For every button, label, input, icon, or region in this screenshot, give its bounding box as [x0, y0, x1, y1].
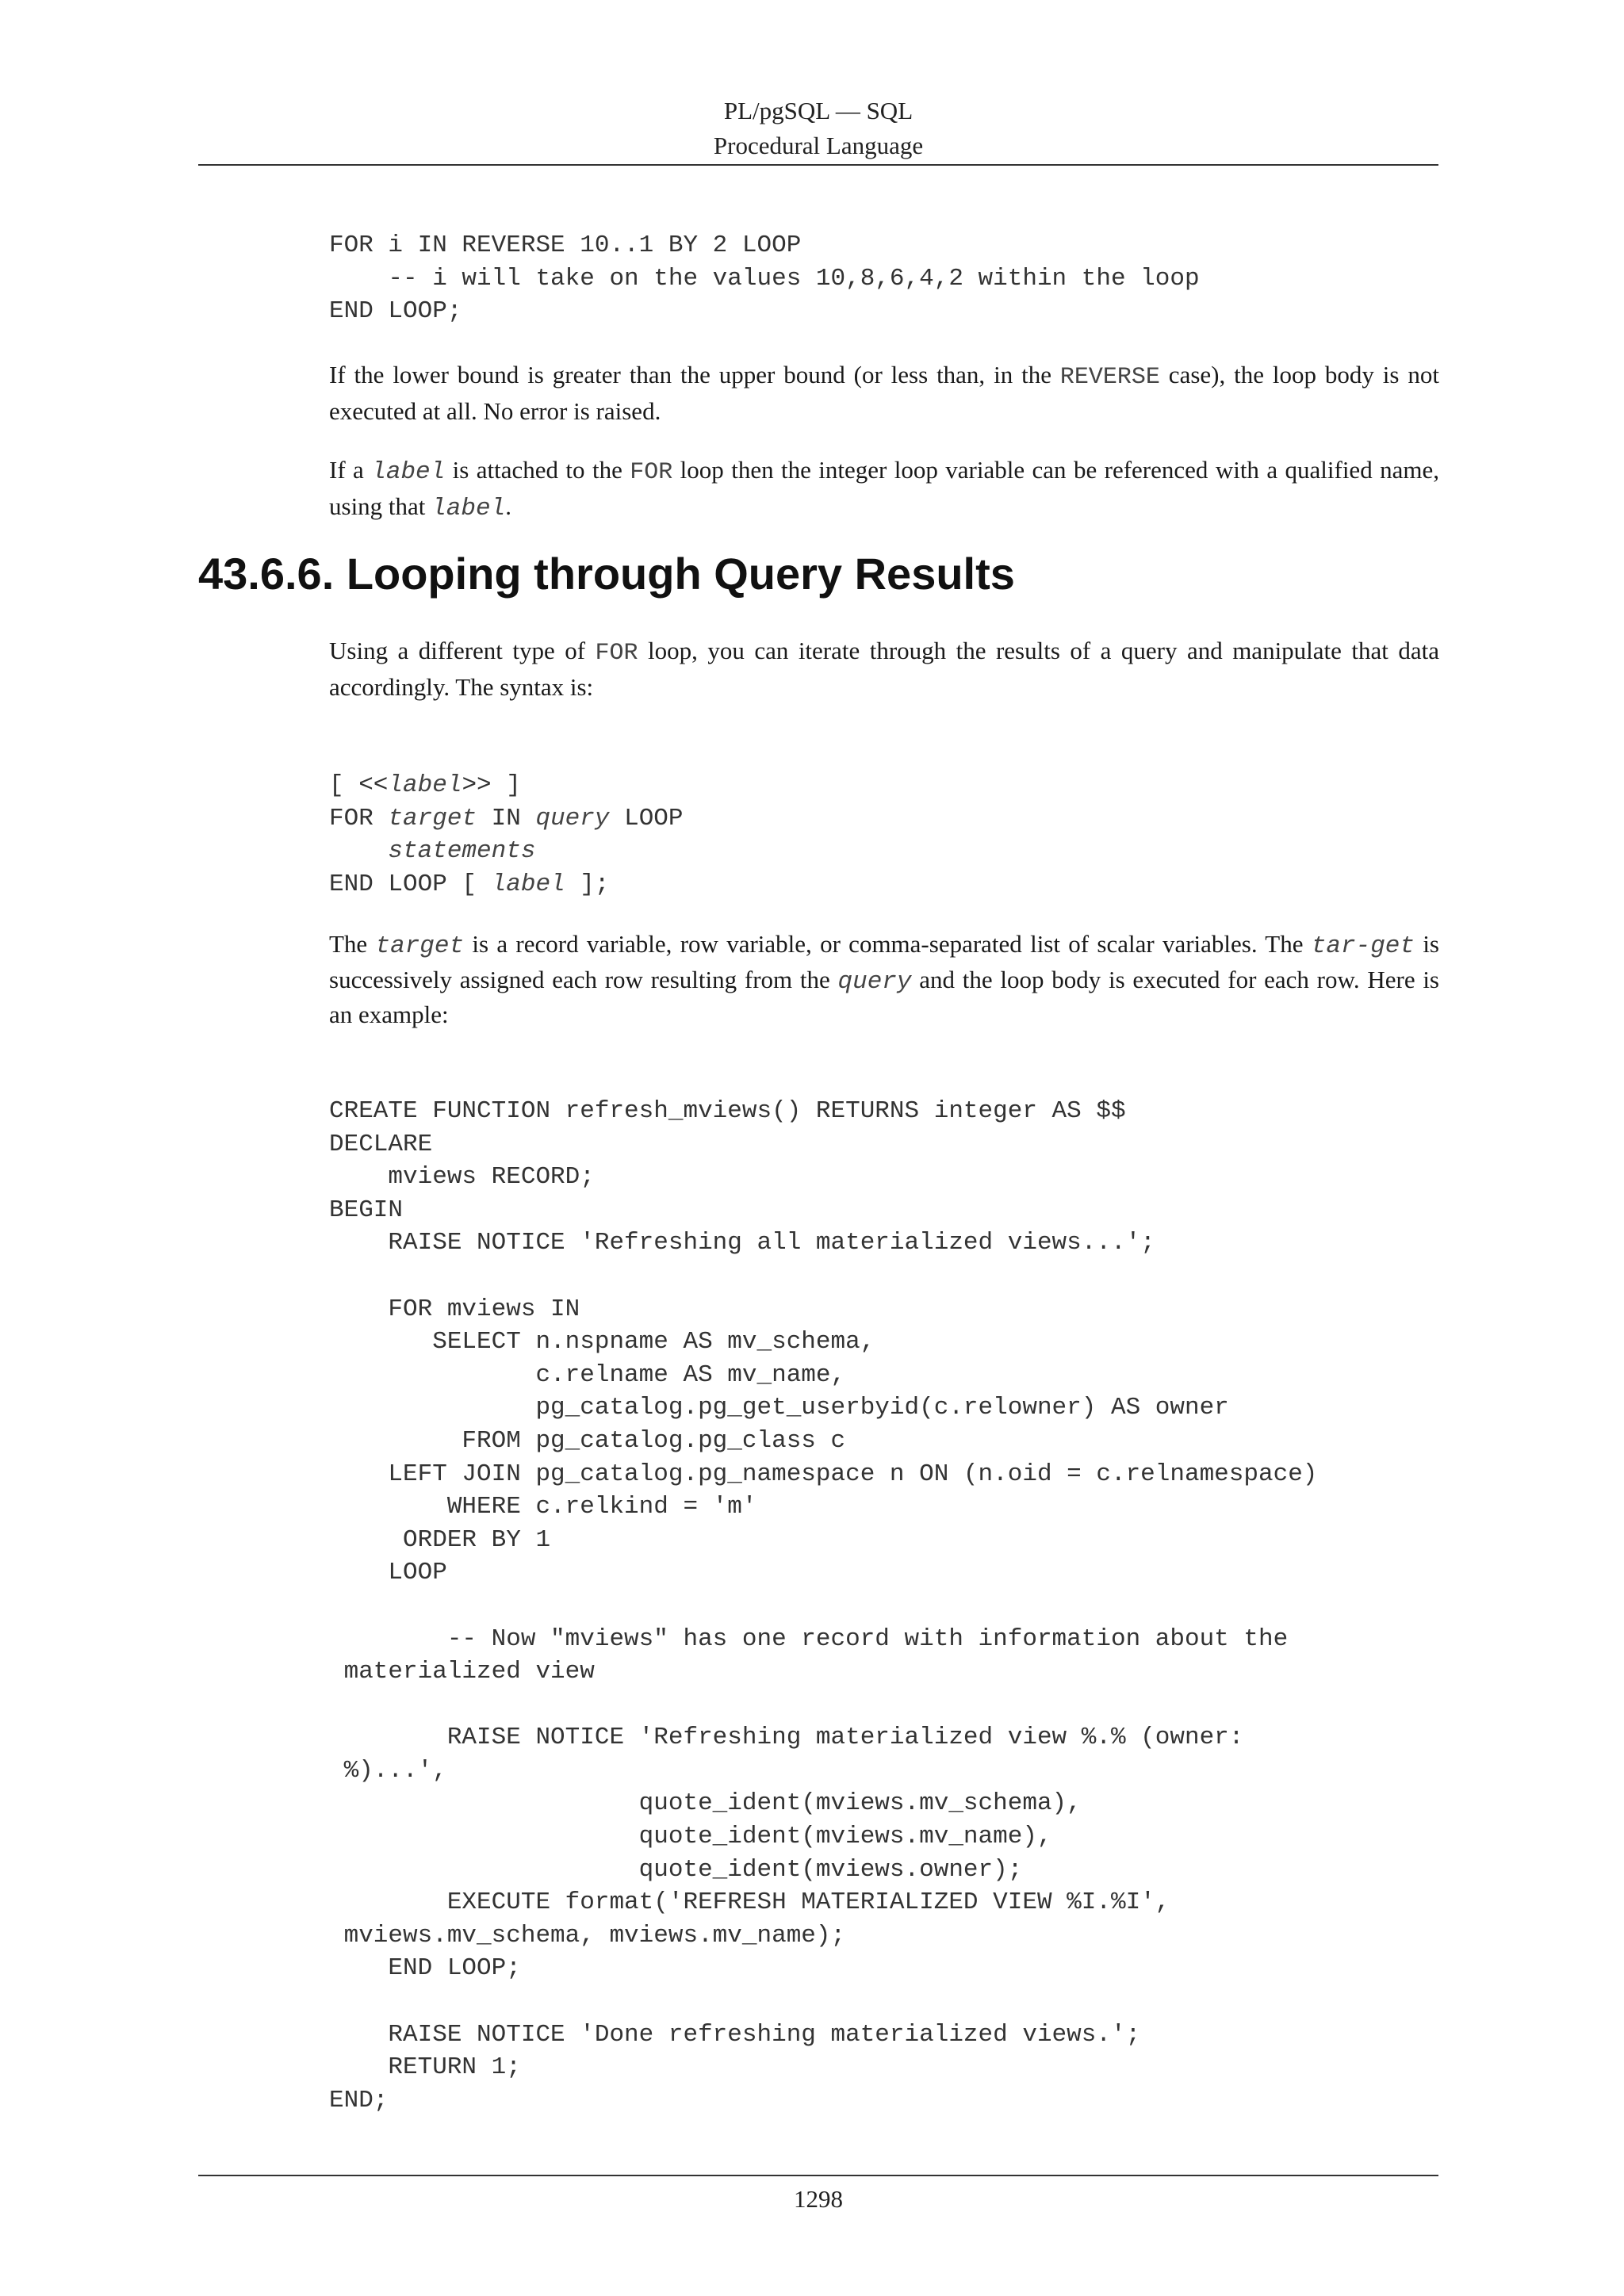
code-run: LOOP: [609, 804, 684, 832]
code-run: IN: [477, 804, 536, 832]
text-run: is a record variable, row variable, or comma-separated list of scalar variables. The: [464, 930, 1312, 958]
paragraph-text: [329, 453, 1439, 525]
keyword-for: FOR: [630, 459, 673, 486]
code-run: ];: [565, 870, 610, 898]
replaceable-query: query: [535, 804, 610, 832]
running-header: [198, 94, 1438, 163]
keyword-for: FOR: [595, 640, 638, 667]
text-run: is successively assigned each row resulting from the: [329, 930, 1439, 993]
text-run: If a: [329, 456, 372, 484]
text-run: The: [329, 930, 376, 958]
code-run: [329, 837, 388, 865]
replaceable-label: label: [388, 771, 462, 799]
code-block-refresh-mviews: [329, 1095, 1439, 2117]
text-run: and the loop body is executed for each row. Here is an example:: [329, 965, 1439, 1029]
text-run: Using a different type of: [329, 637, 596, 664]
paragraph-lower-bound: [329, 358, 1439, 427]
header-line-1: PL/pgSQL — SQL: [723, 97, 914, 124]
code-lines: FOR i IN REVERSE 10..1 BY 2 LOOP -- i will take on the values 10,8,6,4,2 within the loop END LOOP;: [329, 232, 1200, 326]
code-run: FOR: [329, 804, 389, 832]
paragraph-text: [329, 358, 1439, 427]
replaceable-target: target: [375, 932, 465, 960]
paragraph-label: [329, 453, 1439, 525]
replaceable-statements: statements: [388, 837, 536, 866]
paragraph-target: [329, 928, 1439, 1031]
text-run: If the lower bound is greater than the upper bound (or less than, in the: [329, 361, 1060, 388]
text-run: loop, you can iterate through the results of a query and manipulate that data accordingly. The syntax is:: [329, 637, 1439, 701]
replaceable-label: label: [491, 870, 565, 898]
header-line-2: Procedural Language: [713, 132, 924, 159]
footer-rule: [198, 2175, 1438, 2176]
syntax-block: [329, 769, 1439, 901]
keyword-reverse: REVERSE: [1059, 364, 1160, 391]
code-block-reverse-loop: [329, 229, 1439, 328]
replaceable-label: label: [431, 494, 506, 522]
page-number: 1298: [794, 2185, 843, 2213]
replaceable-target: target: [388, 804, 477, 832]
text-run: .: [505, 492, 511, 520]
replaceable-label: label: [371, 458, 446, 486]
text-run: loop then the integer loop variable can be referenced with a qualified name, using that: [329, 456, 1439, 520]
text-run: case), the loop body is not executed at all. No error is raised.: [329, 361, 1439, 425]
code-lines: CREATE FUNCTION refresh_mviews() RETURNS integer AS $$ DECLARE mviews RECORD; BEGIN RAISE NOTICE 'Refreshing all materialized views...'; FOR mviews IN SELECT n.nspname AS mv_schema, c.relname AS mv_name, pg_catalog.pg_get_userbyid(c.relowner) AS owner FROM pg_catalog.pg_class c LEFT JOIN pg_catalog.pg_namespace n ON (n.oid = c.relnamespace) WHERE c.relkind = 'm' ORDER BY 1 LOOP -- Now "mviews" has one record with information about the materialized view RAISE NOTICE 'Refreshing materialized view %.% (owner: %)...', quote_ident(mviews.mv_schema), quote_ident(mviews.mv_name), quote_ident(mviews.owner); EXECUTE format('REFRESH MATERIALIZED VIEW %I.%I', mviews.mv_schema, mviews.mv_name); END LOOP; RAISE NOTICE 'Done refreshing materialized views.'; RETURN 1; END;: [329, 1097, 1318, 2114]
replaceable-target: tar-get: [1311, 932, 1415, 960]
paragraph-text: [329, 928, 1439, 1031]
syntax-lines: [329, 769, 1439, 901]
code-run: >> ]: [462, 771, 521, 799]
replaceable-query: query: [837, 967, 912, 996]
section-heading: 43.6.6. Looping through Query Results: [198, 549, 1015, 599]
paragraph-text: [329, 634, 1439, 703]
code-run: [ <<: [329, 771, 389, 799]
paragraph-intro: [329, 634, 1439, 703]
code-run: END LOOP [: [329, 870, 492, 898]
header-rule: [198, 164, 1438, 166]
text-run: is attached to the: [445, 456, 630, 484]
